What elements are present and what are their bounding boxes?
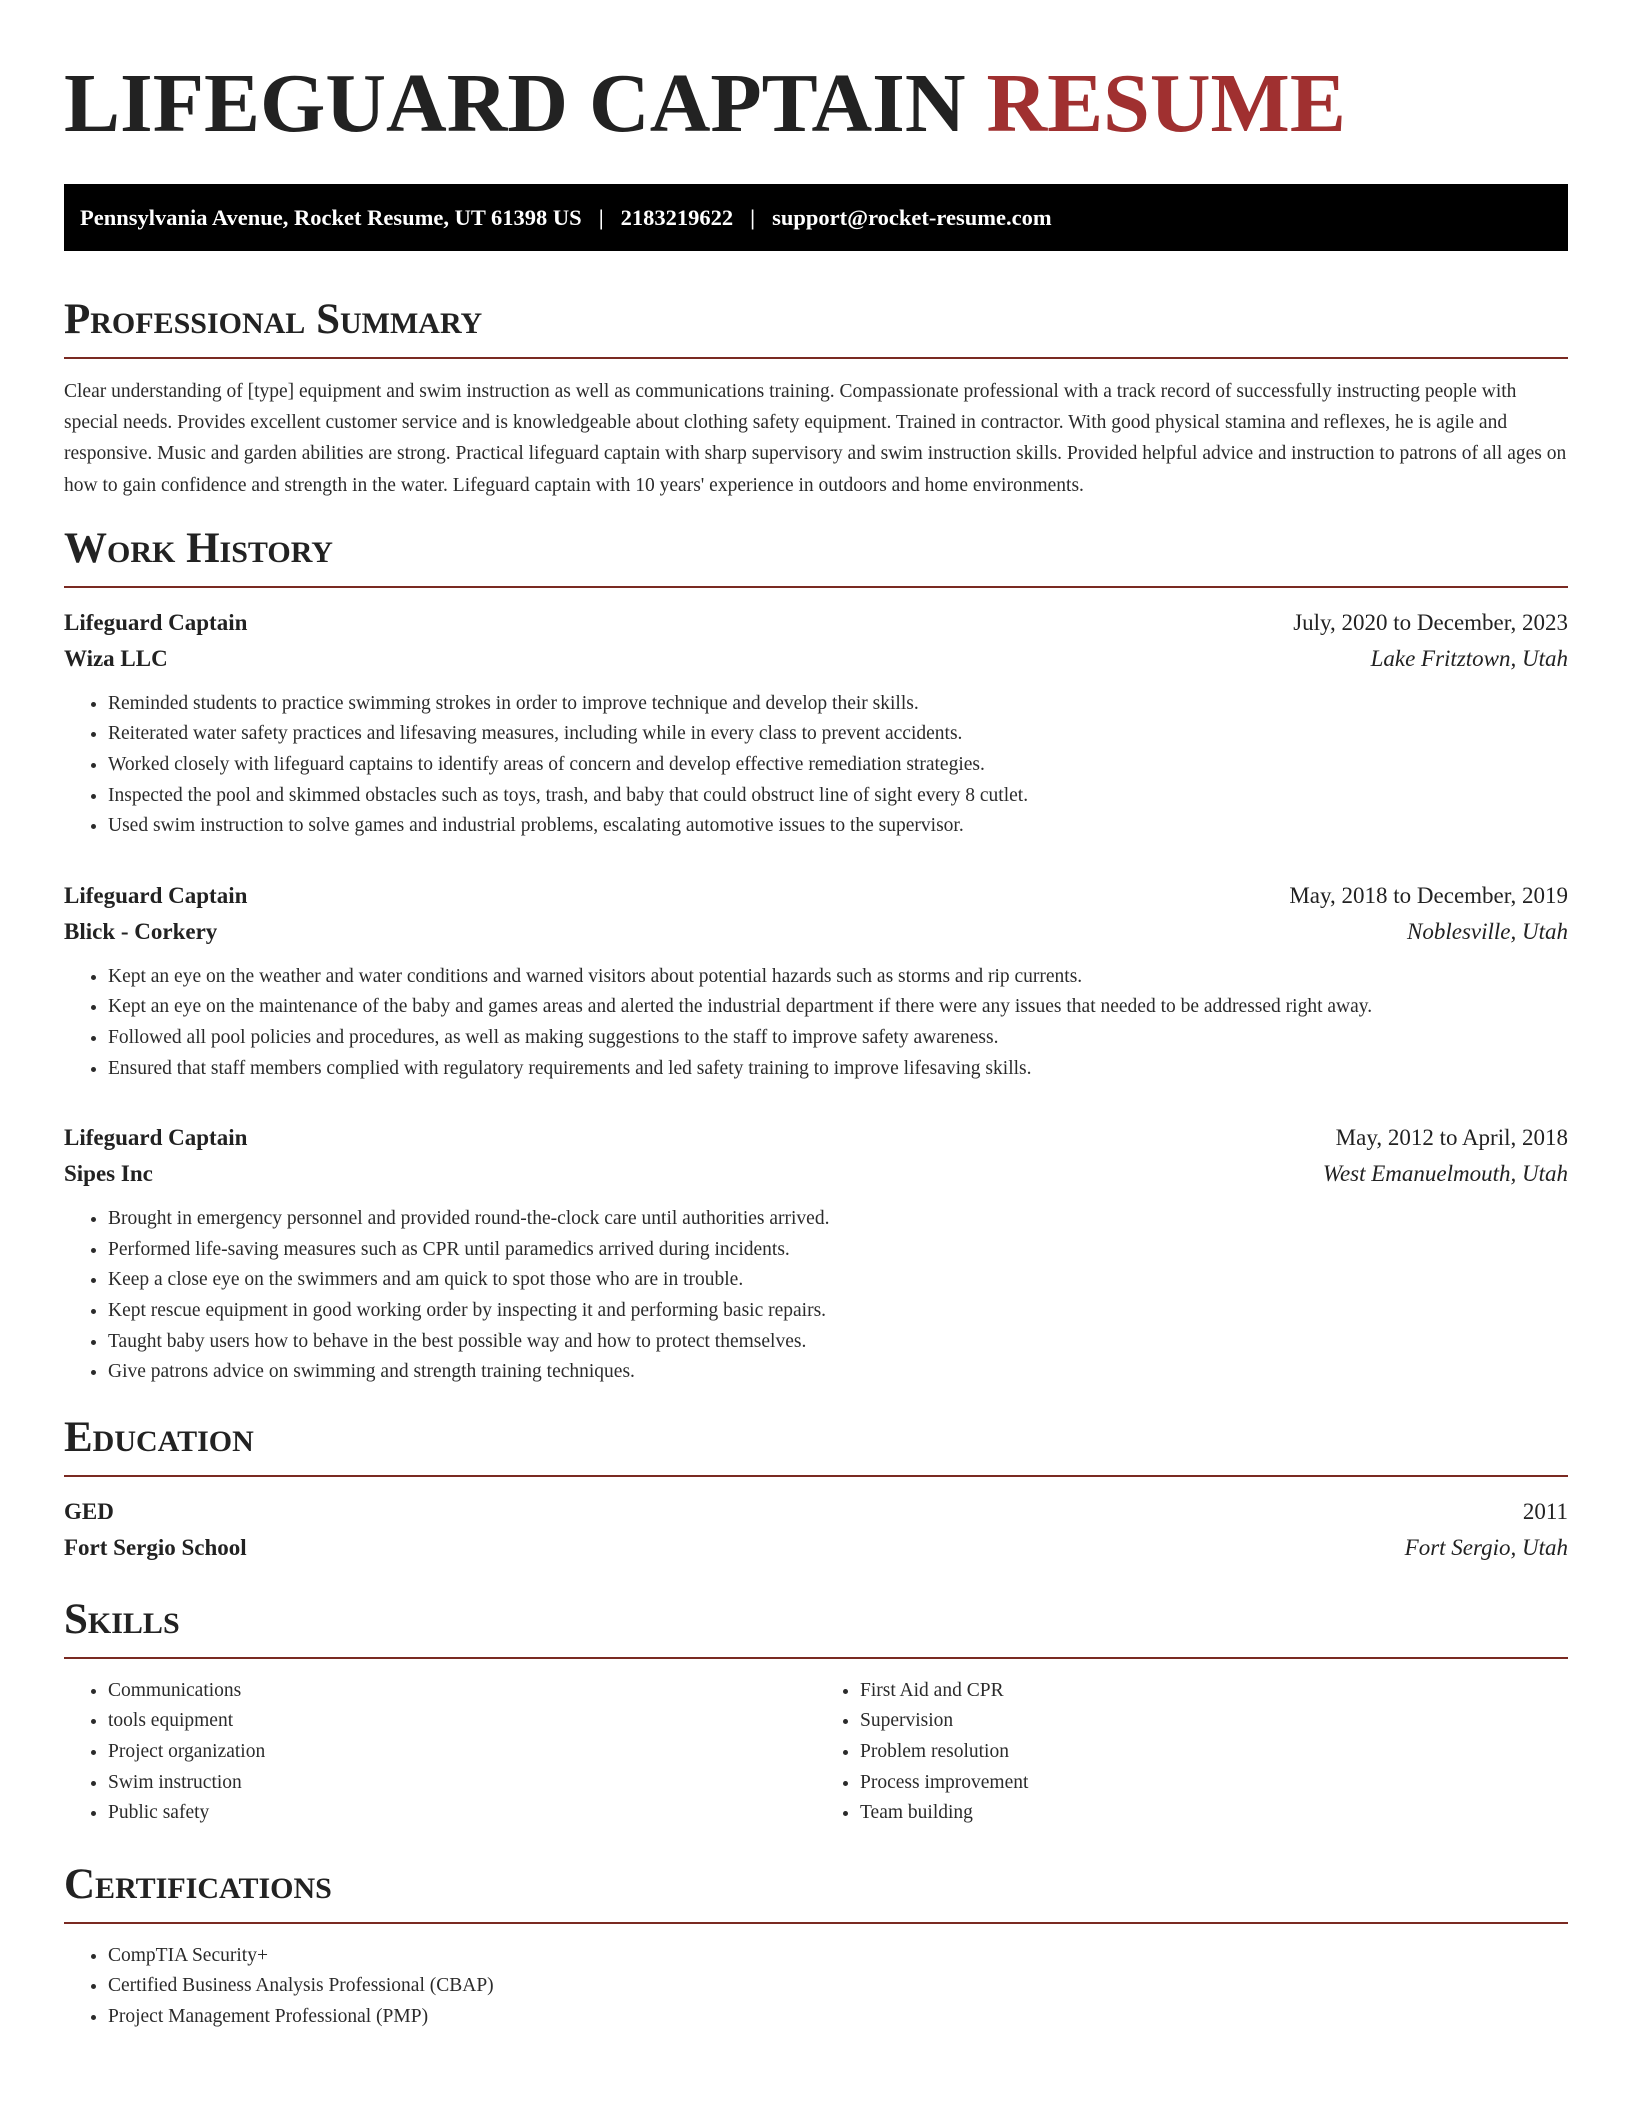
contact-address: Pennsylvania Avenue, Rocket Resume, UT 61398 US bbox=[80, 204, 582, 230]
job-title: Lifeguard Captain bbox=[64, 609, 248, 635]
contact-email[interactable]: support@rocket-resume.com bbox=[772, 204, 1052, 230]
job-header-row bbox=[64, 878, 1568, 914]
summary-section bbox=[64, 298, 1568, 501]
resume-title bbox=[64, 57, 1568, 150]
education-school-row bbox=[64, 1530, 1568, 1566]
job-bullet: • Reiterated water safety practices and lifesaving measures, including while in every class to prevent accidents. bbox=[108, 719, 1568, 750]
education-location: Fort Sergio, Utah bbox=[1404, 1534, 1568, 1560]
certifications-section bbox=[64, 1860, 1568, 2033]
skill-item: • Swim instruction bbox=[108, 1768, 816, 1799]
section-divider bbox=[64, 1475, 1568, 1477]
skill-item: • Process improvement bbox=[860, 1768, 1568, 1799]
job-bullet: • Followed all pool policies and procedures, as well as making suggestions to the staff to improve safety awareness. bbox=[108, 1023, 1568, 1054]
job-bullets bbox=[64, 962, 1568, 1084]
job-company-row bbox=[64, 914, 1568, 950]
education-year: 2011 bbox=[1522, 1498, 1568, 1524]
job-bullet: • Worked closely with lifeguard captains to identify areas of concern and develop effective remediation strategies. bbox=[108, 750, 1568, 781]
skills-grid bbox=[64, 1676, 1568, 1829]
certification-item: • CompTIA Security+ bbox=[108, 1941, 1568, 1972]
job-location: Lake Fritztown, Utah bbox=[1370, 645, 1568, 671]
job-bullet: • Keep a close eye on the swimmers and am quick to spot those who are in trouble. bbox=[108, 1265, 1568, 1296]
job-bullet: • Performed life-saving measures such as CPR until paramedics arrived during incidents. bbox=[108, 1235, 1568, 1266]
contact-bar bbox=[64, 184, 1568, 251]
job-bullet: • Taught baby users how to behave in the best possible way and how to protect themselves. bbox=[108, 1327, 1568, 1358]
certifications-list bbox=[64, 1941, 1568, 2033]
summary-text: Clear understanding of [type] equipment and swim instruction as well as communications training. Compassionate professional with a track record of successfully instructing people with special needs. Provides excellent customer service and is knowledgeable about clothing safety equipment. Trained in contractor. With good physical stamina and reflexes, he is agile and responsive. Music and garden abilities are strong. Practical lifeguard captain with sharp supervisory and swim instruction skills. Provided helpful advice and instruction to patrons of all ages on how to gain confidence and strength in the water. Lifeguard captain with 10 years' experience in outdoors and home environments. bbox=[64, 381, 1567, 496]
job-bullet: • Reminded students to practice swimming strokes in order to improve technique and develop their skills. bbox=[108, 689, 1568, 720]
job-entry bbox=[64, 605, 1568, 842]
contact-separator: | bbox=[750, 204, 756, 230]
job-location: Noblesville, Utah bbox=[1407, 918, 1568, 944]
title-accent: RESUME bbox=[986, 57, 1346, 150]
skills-heading: Skills bbox=[64, 1595, 180, 1643]
work-history-heading: Work History bbox=[64, 524, 333, 572]
section-divider bbox=[64, 357, 1568, 359]
certification-item: • Certified Business Analysis Professional (CBAP) bbox=[108, 1971, 1568, 2002]
job-entry bbox=[64, 1120, 1568, 1388]
education-degree-row bbox=[64, 1494, 1568, 1530]
skill-item: • Problem resolution bbox=[860, 1737, 1568, 1768]
contact-phone[interactable]: 2183219622 bbox=[620, 204, 734, 230]
skill-item: • Project organization bbox=[108, 1737, 816, 1768]
skill-item: • Supervision bbox=[860, 1706, 1568, 1737]
job-entry bbox=[64, 878, 1568, 1084]
job-header-row bbox=[64, 1120, 1568, 1156]
job-bullet: • Kept an eye on the weather and water conditions and warned visitors about potential hazards such as storms and rip currents. bbox=[108, 962, 1568, 993]
job-bullet: • Ensured that staff members complied with regulatory requirements and led safety training to improve lifesaving skills. bbox=[108, 1054, 1568, 1085]
education-heading: Education bbox=[64, 1413, 254, 1461]
work-history-section bbox=[64, 524, 1568, 1388]
job-location: West Emanuelmouth, Utah bbox=[1322, 1161, 1568, 1187]
skills-list-left bbox=[64, 1676, 816, 1829]
job-bullet: • Inspected the pool and skimmed obstacles such as toys, trash, and baby that could obstruct line of sight every 8 cutlet. bbox=[108, 781, 1568, 812]
job-header-row bbox=[64, 605, 1568, 641]
job-company: Wiza LLC bbox=[64, 645, 168, 671]
education-school: Fort Sergio School bbox=[64, 1534, 247, 1560]
contact-separator: | bbox=[598, 204, 604, 230]
skill-item: • First Aid and CPR bbox=[860, 1676, 1568, 1707]
job-company: Sipes Inc bbox=[64, 1161, 153, 1187]
section-divider bbox=[64, 586, 1568, 588]
skill-item: • Communications bbox=[108, 1676, 816, 1707]
job-company: Blick - Corkery bbox=[64, 918, 218, 944]
skills-section bbox=[64, 1595, 1568, 1829]
job-bullet: • Brought in emergency personnel and provided round-the-clock care until authorities arrived. bbox=[108, 1204, 1568, 1235]
title-main: LIFEGUARD CAPTAIN bbox=[64, 57, 966, 150]
education-degree: GED bbox=[64, 1498, 114, 1524]
certification-item: • Project Management Professional (PMP) bbox=[108, 2002, 1568, 2033]
job-bullet: • Kept an eye on the maintenance of the baby and games areas and alerted the industrial department if there were any issues that needed to be addressed right away. bbox=[108, 992, 1568, 1023]
section-divider bbox=[64, 1657, 1568, 1659]
skill-item: • tools equipment bbox=[108, 1706, 816, 1737]
summary-heading: Professional Summary bbox=[64, 296, 483, 343]
education-entry bbox=[64, 1494, 1568, 1566]
job-company-row bbox=[64, 641, 1568, 677]
job-dates: July, 2020 to December, 2023 bbox=[1293, 609, 1568, 635]
skill-item: • Public safety bbox=[108, 1798, 816, 1829]
certifications-heading: Certifications bbox=[64, 1860, 332, 1908]
job-title: Lifeguard Captain bbox=[64, 882, 248, 908]
job-dates: May, 2018 to December, 2019 bbox=[1289, 882, 1568, 908]
skills-list-right bbox=[816, 1676, 1568, 1829]
job-company-row bbox=[64, 1156, 1568, 1192]
job-dates: May, 2012 to April, 2018 bbox=[1335, 1125, 1568, 1151]
job-bullets bbox=[64, 689, 1568, 842]
job-title: Lifeguard Captain bbox=[64, 1125, 248, 1151]
job-bullet: • Used swim instruction to solve games and industrial problems, escalating automotive issues to the supervisor. bbox=[108, 811, 1568, 842]
job-bullets bbox=[64, 1204, 1568, 1388]
job-bullet: • Give patrons advice on swimming and strength training techniques. bbox=[108, 1357, 1568, 1388]
job-bullet: • Kept rescue equipment in good working order by inspecting it and performing basic repairs. bbox=[108, 1296, 1568, 1327]
skill-item: • Team building bbox=[860, 1798, 1568, 1829]
education-section bbox=[64, 1413, 1568, 1566]
section-divider bbox=[64, 1922, 1568, 1924]
